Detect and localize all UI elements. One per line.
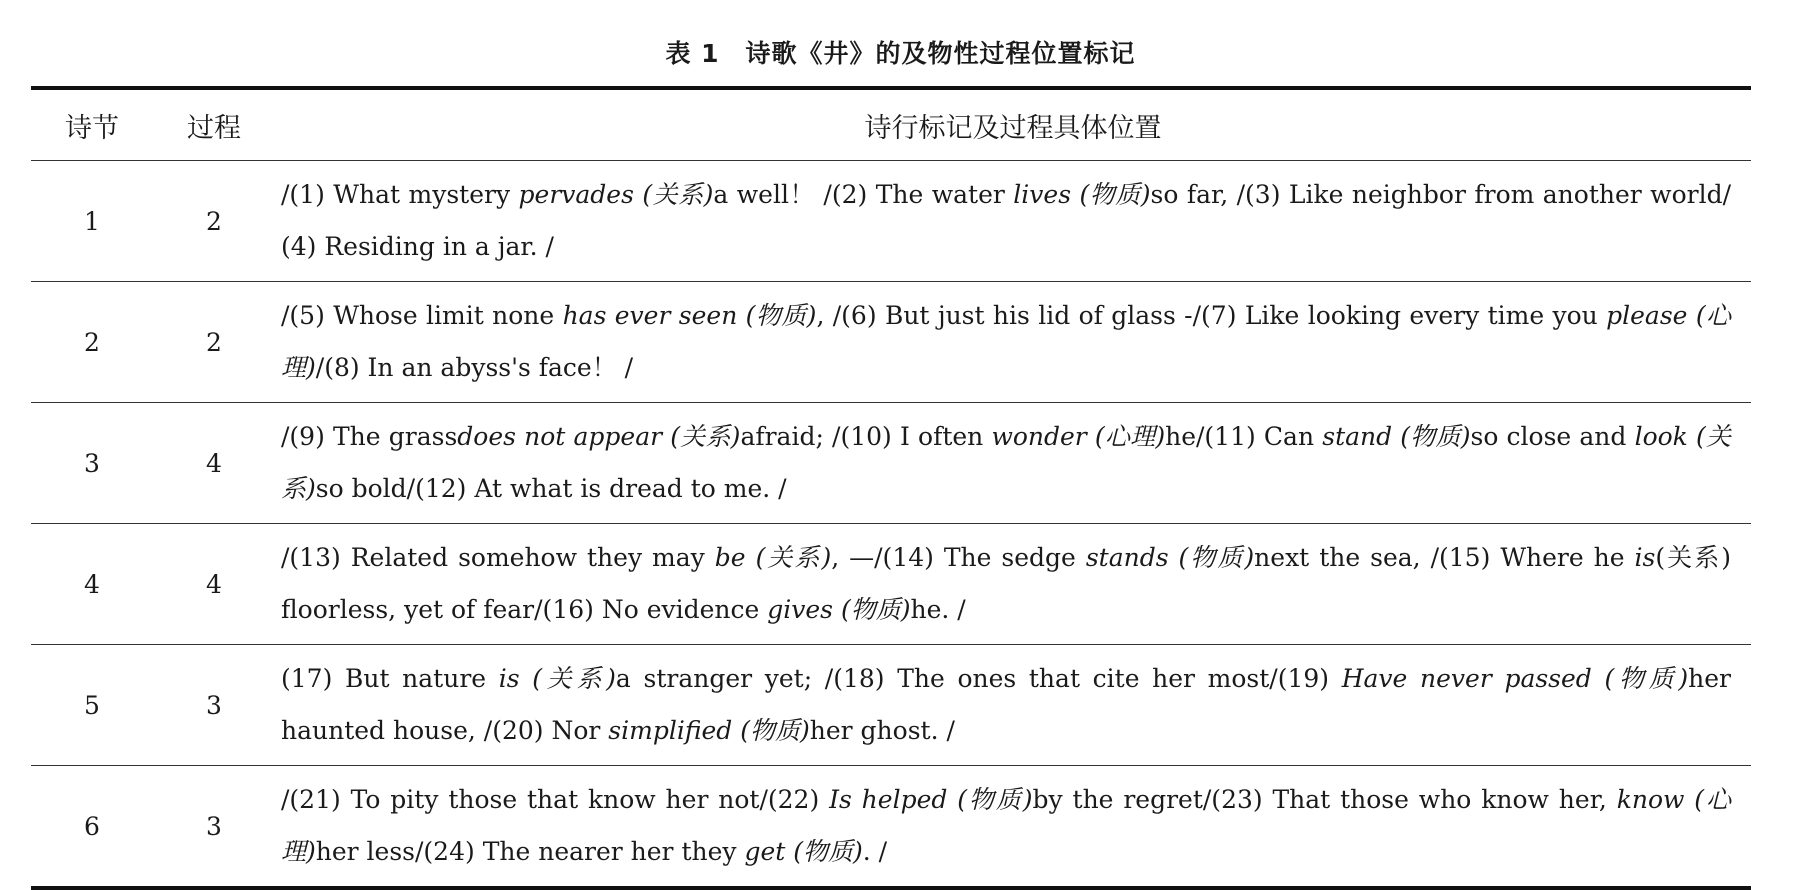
header-process: 过程 (187, 112, 241, 144)
table-row (31, 766, 1751, 889)
line-text: so bold/(12) At what is dread to me. / (315, 474, 787, 503)
process-count: 2 (206, 327, 222, 357)
line-text: next the sea, /(15) Where he (1254, 543, 1635, 572)
poem-lines (275, 645, 1751, 766)
poem-lines (275, 766, 1751, 889)
process-count: 2 (206, 206, 222, 236)
poem-lines (275, 403, 1751, 524)
process-verb: pervades (关系) (518, 180, 714, 209)
line-text: her less/(24) The nearer her they (315, 837, 745, 866)
line-text: /(9) The grass (281, 422, 458, 451)
table-caption: 表 1 诗歌《井》的及物性过程位置标记 (665, 39, 1136, 68)
process-verb: stand (物质) (1322, 422, 1471, 451)
header-stanza: 诗节 (65, 112, 119, 144)
process-verb: gives (物质) (767, 595, 911, 624)
line-text: . / (862, 837, 888, 866)
table-row (31, 161, 1751, 282)
line-text: so close and (1470, 422, 1635, 451)
process-table (31, 86, 1751, 890)
process-verb: lives (物质) (1013, 180, 1151, 209)
line-text: /(5) Whose limit none (281, 301, 563, 330)
process-verb: is (1634, 543, 1656, 572)
poem-lines (275, 524, 1751, 645)
process-verb: simplified (物质) (608, 716, 810, 745)
stanza-number: 2 (84, 327, 100, 357)
poem-lines (275, 282, 1751, 403)
line-text: /(21) To pity those that know her not/(22) (281, 785, 830, 814)
process-count: 4 (206, 569, 222, 599)
line-text: afraid; /(10) I often (740, 422, 992, 451)
process-verb: stands (物质) (1085, 543, 1255, 572)
line-text: so far, /(3) Like neighbor from another world/ (4) Residing in a jar. / (281, 180, 1732, 261)
line-text: , /(6) But just his lid of glass -/(7) Like looking every time you (816, 301, 1607, 330)
line-text: he. / (910, 595, 966, 624)
line-text: her ghost. / (809, 716, 955, 745)
stanza-number: 4 (84, 569, 100, 599)
line-text: /(8) In an abyss's face！ / (315, 353, 634, 382)
table-row (31, 282, 1751, 403)
poem-lines (275, 161, 1751, 282)
line-text: (关系) floorless, yet of fear/(16) No evidence (281, 543, 1731, 624)
line-text: he/(11) Can (1165, 422, 1323, 451)
table-row (31, 403, 1751, 524)
process-verb: be (关系) (714, 543, 832, 572)
process-verb: Have never passed (物质) (1341, 664, 1689, 693)
line-text: /(1) What mystery (281, 180, 519, 209)
stanza-number: 3 (84, 448, 100, 478)
table-row (31, 524, 1751, 645)
table-header-row (31, 88, 1751, 161)
process-verb: please (心理) (281, 301, 1731, 382)
line-text: (17) But nature (281, 664, 499, 693)
process-verb: is (关系) (498, 664, 616, 693)
line-text: /(13) Related somehow they may (281, 543, 715, 572)
table-row (31, 645, 1751, 766)
process-verb: does not appear (关系) (457, 422, 741, 451)
process-verb: get (物质) (744, 837, 863, 866)
process-verb: know (心理) (281, 785, 1731, 866)
process-count: 3 (206, 690, 222, 720)
process-verb: wonder (心理) (991, 422, 1166, 451)
line-text: by the regret/(23) That those who know her, (1032, 785, 1617, 814)
line-text: a stranger yet; /(18) The ones that cite her most/(19) (615, 664, 1342, 693)
process-verb: has ever seen (物质) (562, 301, 817, 330)
stanza-number: 6 (84, 811, 100, 841)
stanza-number: 5 (84, 690, 100, 720)
process-verb: look (关系) (281, 422, 1731, 503)
process-count: 4 (206, 448, 222, 478)
line-text: her haunted house, /(20) Nor (281, 664, 1732, 745)
process-verb: Is helped (物质) (829, 785, 1033, 814)
stanza-number: 1 (84, 206, 100, 236)
line-text: a well！ /(2) The water (713, 180, 1014, 209)
process-count: 3 (206, 811, 222, 841)
header-lines: 诗行标记及过程具体位置 (864, 112, 1162, 144)
line-text: , —/(14) The sedge (831, 543, 1086, 572)
